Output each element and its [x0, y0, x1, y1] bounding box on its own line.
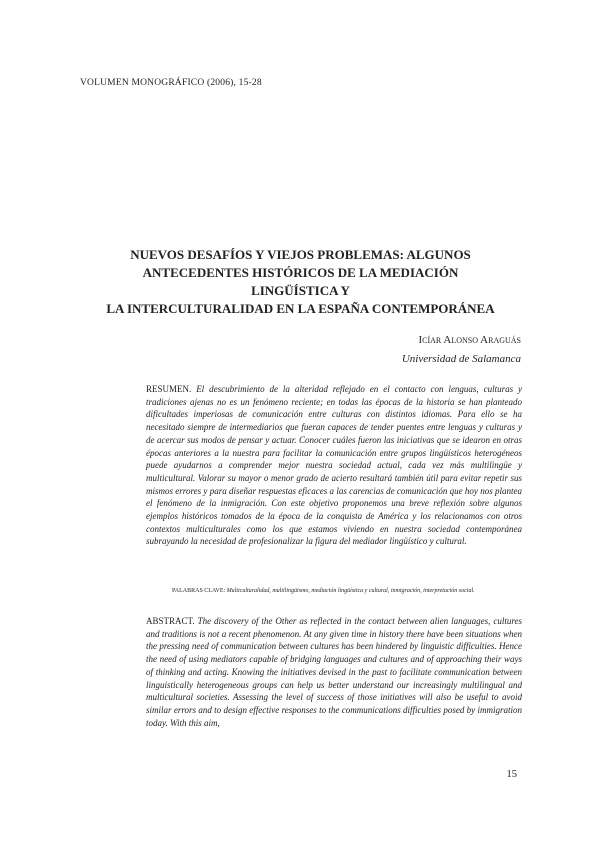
author-block — [402, 331, 521, 369]
title-line: ANTECEDENTES HISTÓRICOS DE LA MEDIACIÓN LINGÜÍSTICA Y — [142, 265, 459, 298]
resumen-label: RESUMEN. — [146, 384, 192, 394]
article-title — [100, 246, 501, 318]
author-affiliation: Universidad de Salamanca — [401, 353, 521, 365]
abstract-label: ABSTRACT. — [146, 616, 195, 626]
title-line: NUEVOS DESAFÍOS Y VIEJOS PROBLEMAS: ALGUNOS — [130, 247, 471, 262]
page-number: 15 — [506, 769, 517, 780]
running-header: VOLUMEN MONOGRÁFICO (2006), 15-28 — [80, 78, 262, 88]
keywords-text: Multiculturalidad, multilingüismo, mediación lingüística y cultural, inmigración, interpretación social. — [226, 588, 475, 594]
title-line: LA INTERCULTURALIDAD EN LA ESPAÑA CONTEMPORÁNEA — [106, 301, 495, 316]
keywords — [172, 587, 522, 595]
resumen-paragraph — [146, 383, 522, 548]
abstract-text: The discovery of the Other as reflected in the contact between alien languages, cultures and traditions is not a recent phenomenon. At any given time in history there have been situations when the pressing need of communication between cultures has been hindered by linguistic difficulties. Hence the need of using mediators capable of bridging languages and cultures and of approaching their ways of thinking and acting. Knowing the initiatives devised in the past to facilitate communication between linguistically heterogeneous groups can help us better understand our increasingly multilingual and multicultural societies. Assessing the level of success of those initiatives will also be useful to avoid similar errors and to design effective responses to the communications difficulties posed by immigration today. With this aim, — [146, 616, 523, 728]
keywords-label: PALABRAS CLAVE: — [172, 588, 226, 594]
resumen-text: El descubrimiento de la alteridad reflejado en el contacto con lenguas, culturas y tradiciones ajenas no es un fenómeno reciente; en todas las épocas de la historia se han planteado dificultades imperiosas de comunicación entre culturas con distintos idiomas. Para ello se ha necesitado siempre de intermediarios que fueran capaces de tender puentes entre lenguas y culturas y de acercar sus modos de pensar y actuar. Conocer cuáles fueron las iniciativas que se idearon en otras épocas anteriores a la nuestra para facilitar la comunicación entre grupos lingüísticos heterogéneos puede ayudarnos a comprender mejor nuestra sociedad actual, cada vez más multilingüe y multicultural. Valorar su mayor o menor grado de acierto resultará también útil para evitar repetir sus mismos errores y para diseñar respuestas eficaces a las carencias de comunicación que hoy nos plantea el fenómeno de la inmigración. Con este objetivo proponemos una breve reflexión sobre algunos ejemplos históricos tomados de la época de la conquista de América y los relacionamos con otros contextos multiculturales como los que estamos viviendo en nuestra sociedad contemporánea subrayando la necesidad de profesionalizar la figura del mediador lingüístico y cultural. — [146, 384, 523, 547]
abstract-paragraph — [146, 615, 522, 729]
author-name: Icíar Alonso Araguás — [418, 334, 521, 346]
